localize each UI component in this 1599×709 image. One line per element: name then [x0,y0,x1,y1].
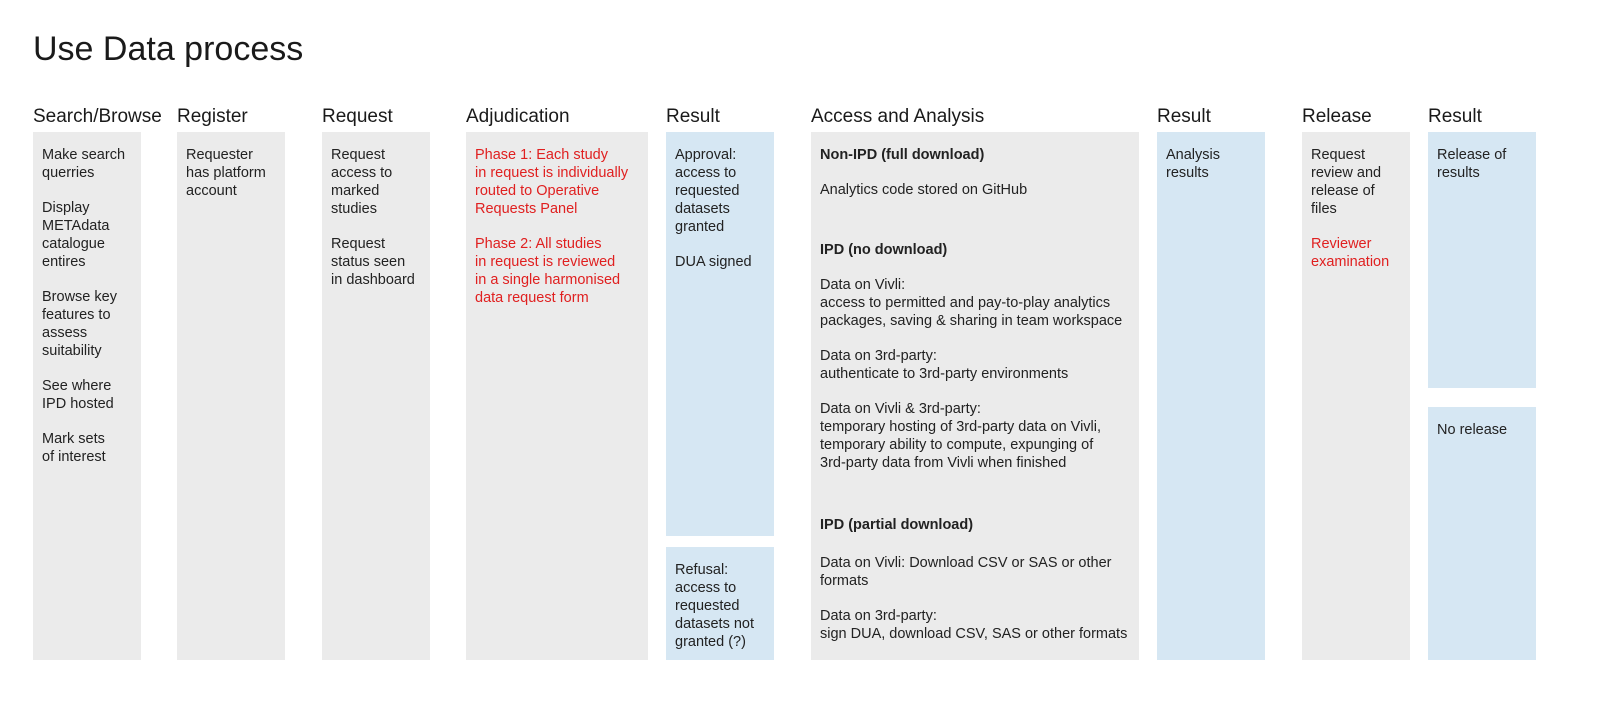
list-item: Request status seen in dashboard [331,236,415,288]
release-box [1302,132,1410,660]
list-item: Make search querries [42,147,126,181]
request-box [322,132,430,660]
reviewer-examination-text: Reviewer examination [1311,236,1390,270]
non-ipd-text: Analytics code stored on GitHub [820,182,1028,198]
ipd-partial-download-title: IPD (partial download) [820,517,974,533]
heading-release: Release [1302,106,1372,127]
heading-search-browse: Search/Browse [33,106,162,127]
heading-access-analysis: Access and Analysis [811,106,985,127]
list-item: Request access to marked studies [331,147,393,217]
list-item: Data on 3rd-party: sign DUA, download CSV, SAS or other formats [820,608,1128,642]
heading-register: Register [177,106,248,127]
analysis-results-text: Analysis results [1166,147,1220,181]
list-item: Data on Vivli: access to permitted and pay-to-play analytics packages, saving & sharing in team workspace [820,277,1123,329]
list-item: Display METAdata catalogue entires [42,200,110,270]
phase-2-text: Phase 2: All studies in request is reviewed in a single harmonised data request form [475,236,621,306]
list-item: Requester has platform account [186,147,266,199]
approval-text: Approval: access to requested datasets granted [675,147,740,235]
dua-signed-text: DUA signed [675,254,752,270]
approval-box [666,132,774,536]
heading-result-3: Result [1428,106,1482,127]
register-box [177,132,285,660]
search-browse-box [33,132,141,660]
list-item: Data on Vivli & 3rd-party: temporary hosting of 3rd-party data on Vivli, temporary ability to compute, expunging of 3rd-party data from Vivli when finished [820,401,1102,471]
release-of-results-text: Release of results [1437,147,1507,181]
heading-request: Request [322,106,393,127]
heading-adjudication: Adjudication [466,106,570,127]
list-item: Mark sets of interest [42,431,106,465]
analysis-results-box [1157,132,1265,660]
ipd-no-download-title: IPD (no download) [820,242,948,258]
list-item: Data on 3rd-party: authenticate to 3rd-party environments [820,348,1069,382]
list-item: Data on Vivli: Download CSV or SAS or other formats [820,555,1112,589]
refusal-box [666,547,774,660]
release-request-text: Request review and release of files [1311,147,1382,217]
refusal-text: Refusal: access to requested datasets not granted (?) [675,562,754,650]
heading-result-2: Result [1157,106,1211,127]
no-release-text: No release [1437,422,1508,438]
non-ipd-title: Non-IPD (full download) [820,147,985,163]
phase-1-text: Phase 1: Each study in request is individually routed to Operative Requests Panel [475,147,629,217]
release-of-results-box [1428,132,1536,388]
adjudication-box [466,132,648,660]
access-analysis-box [811,132,1139,660]
list-item: See where IPD hosted [42,378,114,412]
list-item: Browse key features to assess suitability [42,289,117,359]
no-release-box [1428,407,1536,660]
heading-result-1: Result [666,106,720,127]
page-title: Use Data process [33,30,304,68]
